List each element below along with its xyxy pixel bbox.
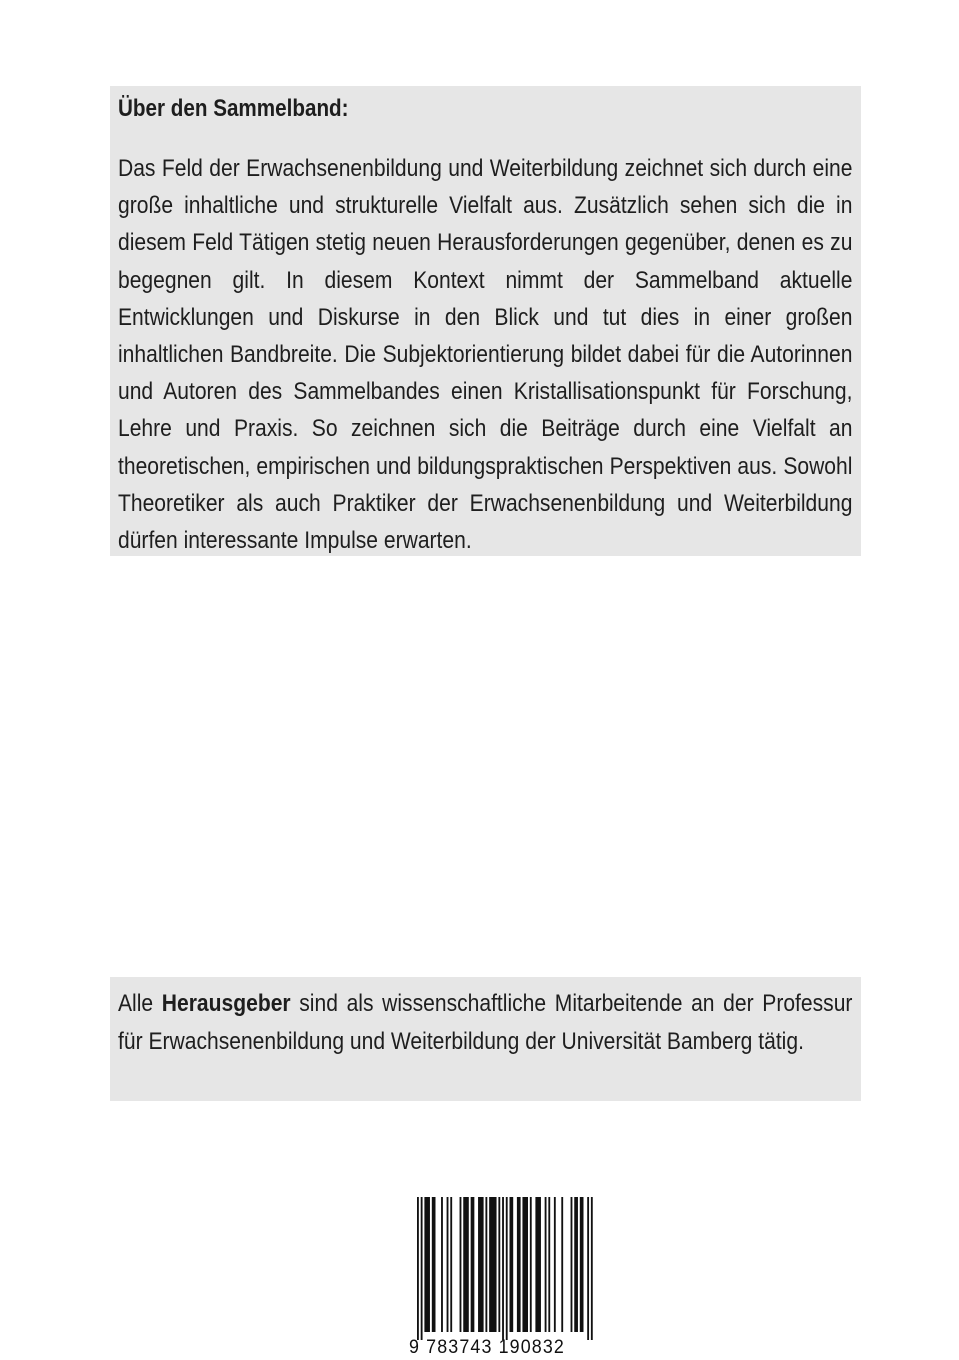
barcode-bar-3 bbox=[432, 1197, 436, 1332]
barcode-bar-11 bbox=[485, 1197, 487, 1332]
barcode-bar-25 bbox=[571, 1197, 573, 1332]
barcode-bar-23 bbox=[554, 1197, 556, 1332]
barcode-bar-5 bbox=[447, 1197, 449, 1332]
barcode-bar-12 bbox=[489, 1197, 496, 1332]
barcode-bar-16 bbox=[510, 1197, 514, 1332]
barcode-bar-22 bbox=[548, 1197, 550, 1332]
editors-bold-word: Herausgeber bbox=[161, 990, 291, 1017]
barcode-bar-14 bbox=[502, 1197, 504, 1340]
barcode-bar-10 bbox=[478, 1197, 484, 1332]
isbn-digits: 9 783743 190832 bbox=[409, 1337, 565, 1358]
barcode-bar-4 bbox=[441, 1197, 443, 1332]
about-anthology-panel bbox=[110, 86, 861, 556]
barcode-bar-7 bbox=[460, 1197, 462, 1332]
barcode-bar-19 bbox=[530, 1197, 532, 1332]
isbn-barcode bbox=[409, 1195, 594, 1360]
barcode-bar-1 bbox=[421, 1197, 423, 1340]
barcode-bar-8 bbox=[463, 1197, 469, 1332]
barcode-bar-26 bbox=[574, 1197, 578, 1332]
barcode-bar-18 bbox=[522, 1197, 528, 1332]
barcode-bar-21 bbox=[545, 1197, 547, 1332]
barcode-bar-6 bbox=[450, 1197, 452, 1332]
barcode-bar-13 bbox=[498, 1197, 500, 1332]
barcode-bar-0 bbox=[417, 1197, 419, 1340]
editors-paragraph bbox=[118, 985, 852, 1061]
barcode-bars bbox=[409, 1195, 594, 1340]
editors-panel bbox=[110, 977, 861, 1101]
editors-rest: sind als wissenschaftliche Mitarbeitende an der Professur für Erwachsenenbildung und Weiterbildung der Universität Bamberg tätig. bbox=[118, 990, 853, 1055]
barcode-bar-28 bbox=[587, 1197, 589, 1340]
barcode-bar-2 bbox=[424, 1197, 430, 1332]
barcode-bar-27 bbox=[580, 1197, 584, 1332]
barcode-bar-17 bbox=[517, 1197, 521, 1332]
editors-prefix: Alle bbox=[118, 990, 154, 1017]
about-heading: Über den Sammelband: bbox=[118, 95, 349, 122]
barcode-bar-29 bbox=[591, 1197, 593, 1340]
about-paragraph: Das Feld der Erwachsenenbildung und Weiterbildung zeichnet sich durch eine große inhaltliche und strukturelle Vielfalt aus. Zusätzlich sehen sich die in diesem Feld Tätigen stetig neuen Herausforderungen gegenüber, denen es zu begegnen gilt. In diesem Kontext nimmt der Sammelband aktuelle Entwicklungen und Diskurse in den Blick und tut dies in einer großen inhaltlichen Bandbreite. Die Subjektorientierung bildet dabei für die Autorinnen und Autoren des Sammelbandes einen Kristallisationspunkt für Forschung, Lehre und Praxis. So zeichnen sich die Beiträge durch eine Vielfalt an theoretischen, empirischen und bildungspraktischen Perspektiven aus. Sowohl Theoretiker als auch Praktiker der Erwachsenenbildung und Weiterbildung dürfen interessante Impulse erwarten. bbox=[118, 155, 853, 555]
barcode-bar-20 bbox=[535, 1197, 541, 1332]
barcode-bar-9 bbox=[471, 1197, 475, 1332]
barcode-bar-15 bbox=[506, 1197, 508, 1340]
barcode-bar-24 bbox=[561, 1197, 563, 1332]
